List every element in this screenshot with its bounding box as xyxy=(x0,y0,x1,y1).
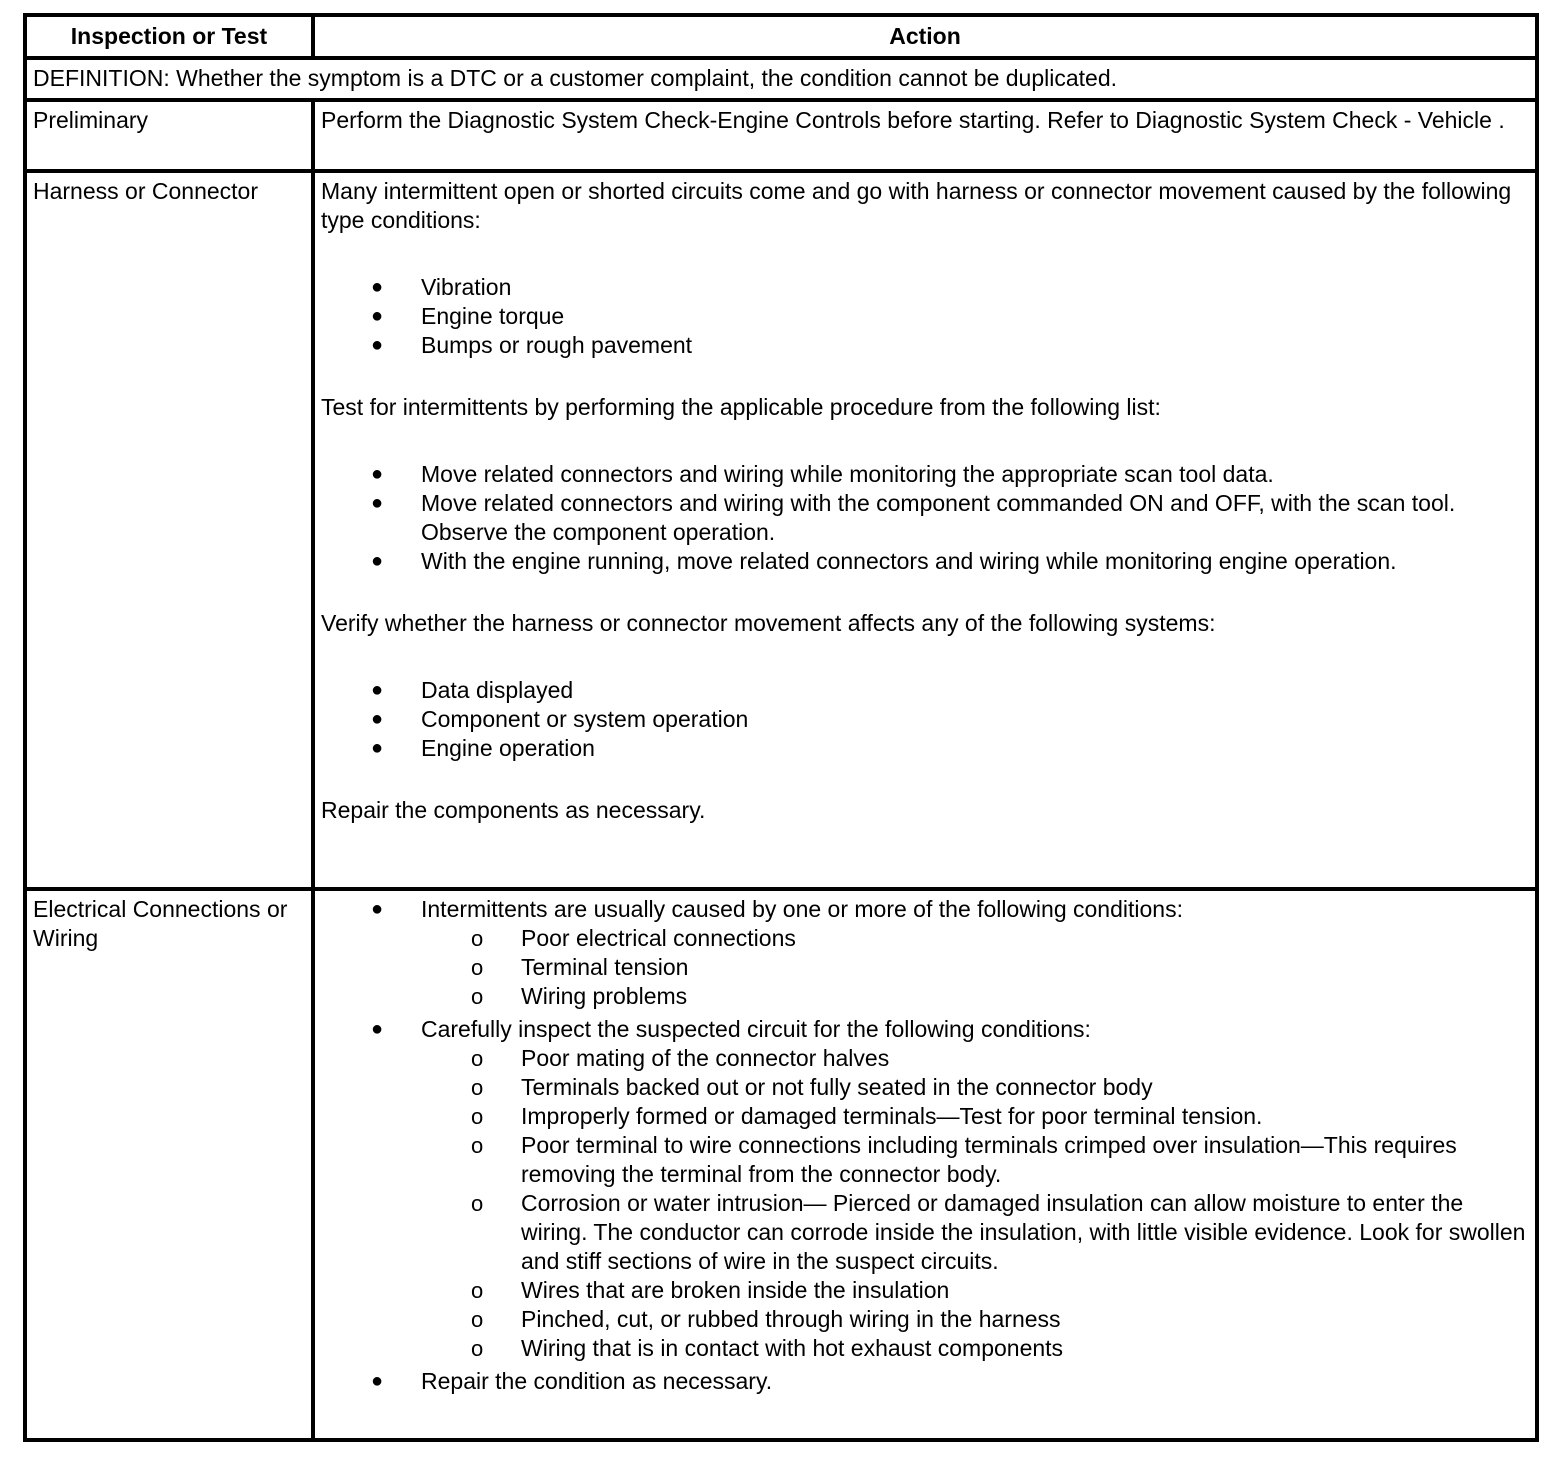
harness-intro: Many intermittent open or shorted circuits come and go with harness or connector movement caused by the following type conditions: xyxy=(321,178,1512,233)
list-item: ● Intermittents are usually caused by one or more of the following conditions: o Poor electrical connections o Terminal tension o Wiring problems xyxy=(321,895,1529,1011)
sub-list-item: o Terminal tension xyxy=(471,954,689,980)
sub-list-item: o Wiring that is in contact with hot exhaust components xyxy=(471,1335,1064,1361)
inspect-sublist xyxy=(421,1044,1529,1363)
sub-list-item: o Corrosion or water intrusion— Pierced or damaged insulation can allow moisture to enter the wiring. The conductor can corrode inside the insulation, with little visible evidence. Look for swollen and stiff sections of wire in the suspect circuits. xyxy=(471,1190,1526,1274)
header-row xyxy=(25,15,1537,58)
harness-conditions-list xyxy=(321,273,1529,360)
bullet-icon: ● xyxy=(371,334,384,356)
circle-bullet-icon: o xyxy=(471,1133,484,1158)
definition-text: DEFINITION: Whether the symptom is a DTC or a customer complaint, the condition cannot be duplicated. xyxy=(25,58,1537,100)
bullet-icon: ● xyxy=(371,737,384,759)
circle-bullet-icon: o xyxy=(471,1046,484,1071)
list-item: ● Engine torque xyxy=(371,303,565,329)
list-item: ● Repair the condition as necessary. xyxy=(371,1368,773,1394)
sub-list-item: o Terminals backed out or not fully seated in the connector body xyxy=(471,1074,1153,1100)
sub-list-item: o Pinched, cut, or rubbed through wiring in the harness xyxy=(471,1306,1061,1332)
circle-bullet-icon: o xyxy=(471,955,484,980)
inspection-table xyxy=(23,13,1539,1442)
circle-bullet-icon: o xyxy=(471,1075,484,1100)
bullet-icon: ● xyxy=(371,276,384,298)
electrical-list xyxy=(321,895,1529,1396)
harness-test-intro: Test for intermittents by performing the applicable procedure from the following list: xyxy=(321,394,1161,420)
bullet-icon: ● xyxy=(371,898,384,920)
sub-list-item: o Improperly formed or damaged terminals—Test for poor terminal tension. xyxy=(471,1103,1263,1129)
list-item: ● Data displayed xyxy=(371,677,574,703)
sub-list-item: o Poor electrical connections xyxy=(471,925,796,951)
list-item: ● Component or system operation xyxy=(371,706,749,732)
preliminary-label: Preliminary xyxy=(25,100,313,171)
circle-bullet-icon: o xyxy=(471,1278,484,1303)
bullet-icon: ● xyxy=(371,1018,384,1040)
list-item: ● With the engine running, move related connectors and wiring while monitoring engine operation. xyxy=(371,548,1397,574)
bullet-icon: ● xyxy=(371,463,384,485)
circle-bullet-icon: o xyxy=(471,984,484,1009)
harness-repair: Repair the components as necessary. xyxy=(321,797,706,823)
harness-verify-intro: Verify whether the harness or connector movement affects any of the following systems: xyxy=(321,610,1216,636)
bullet-icon: ● xyxy=(371,305,384,327)
harness-action xyxy=(313,171,1537,889)
list-item: ● Bumps or rough pavement xyxy=(371,332,693,358)
list-item: ● Engine operation xyxy=(371,735,595,761)
harness-systems-list xyxy=(321,676,1529,763)
header-inspection: Inspection or Test xyxy=(25,15,313,58)
sub-list-item: o Poor terminal to wire connections including terminals crimped over insulation—This requires removing the terminal from the connector body. xyxy=(471,1132,1457,1187)
sub-list-item: o Wires that are broken inside the insulation xyxy=(471,1277,950,1303)
bullet-icon: ● xyxy=(371,708,384,730)
sub-list-item: o Wiring problems xyxy=(471,983,688,1009)
circle-bullet-icon: o xyxy=(471,926,484,951)
list-item: ● Move related connectors and wiring with the component commanded ON and OFF, with the scan tool. Observe the component operation. xyxy=(371,490,1456,545)
harness-row xyxy=(25,171,1537,889)
list-item: ● Carefully inspect the suspected circuit for the following conditions: o Poor mating of the connector halves o Terminals backed out or not fully seated in the connector body o Improperly formed or damaged terminals—Test for poor terminal tension. o Poor terminal to wire connections including terminals crimped over insulation—This requires removing the terminal from the connector body. o Corrosion or water intrusion— Pierced or damaged insulation can allow moisture to enter the wiring. The conductor can corrode inside the insulation, with little visible evidence. Look for swollen and stiff sections of wire in the suspect circuits. o Wires that are broken inside the insulation o Pinched, cut, or rubbed through wiring in the harness o Wiring that is in contact with hot exhaust components xyxy=(321,1015,1529,1363)
circle-bullet-icon: o xyxy=(471,1191,484,1216)
electrical-label: Electrical Connections or Wiring xyxy=(25,889,313,1440)
bullet-icon: ● xyxy=(371,1370,384,1392)
preliminary-row xyxy=(25,100,1537,171)
bullet-icon: ● xyxy=(371,550,384,572)
electrical-action xyxy=(313,889,1537,1440)
bullet-icon: ● xyxy=(371,492,384,514)
circle-bullet-icon: o xyxy=(471,1104,484,1129)
definition-row xyxy=(25,58,1537,100)
header-action: Action xyxy=(313,15,1537,58)
preliminary-text: Perform the Diagnostic System Check-Engine Controls before starting. Refer to Diagnostic System Check - Vehicle . xyxy=(313,100,1537,171)
causes-sublist xyxy=(421,924,1529,1011)
bullet-icon: ● xyxy=(371,679,384,701)
electrical-row xyxy=(25,889,1537,1440)
circle-bullet-icon: o xyxy=(471,1336,484,1361)
list-item: ● Move related connectors and wiring while monitoring the appropriate scan tool data. xyxy=(371,461,1274,487)
list-item: ● Vibration xyxy=(371,274,512,300)
sub-list-item: o Poor mating of the connector halves xyxy=(471,1045,890,1071)
harness-tests-list xyxy=(321,460,1529,576)
harness-label: Harness or Connector xyxy=(25,171,313,889)
circle-bullet-icon: o xyxy=(471,1307,484,1332)
